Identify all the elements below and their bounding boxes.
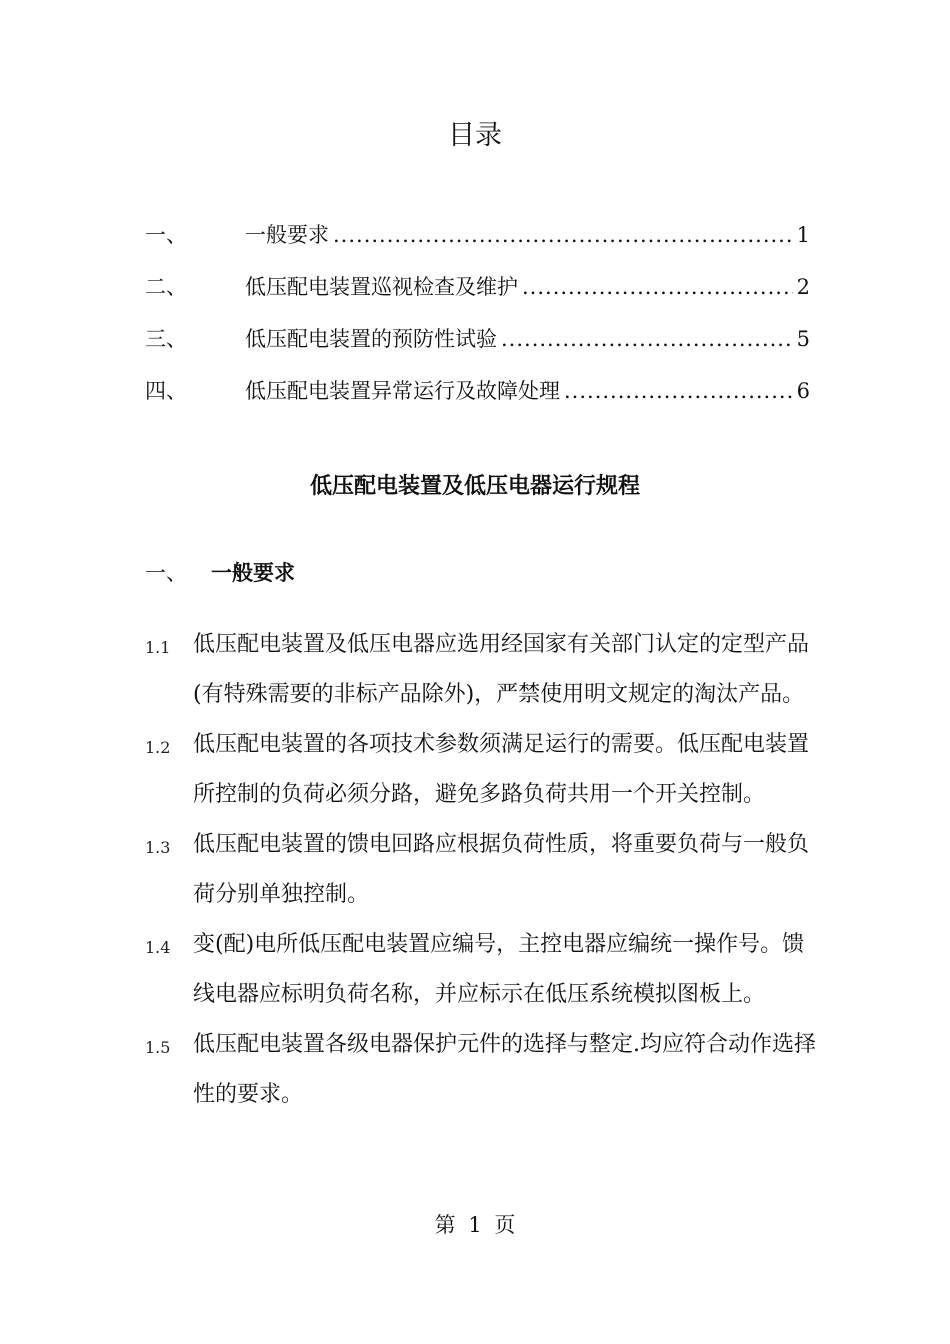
toc-entry-page: 2	[796, 275, 810, 299]
clause-text: 低压配电装置各级电器保护元件的选择与整定.均应符合动作选择性的要求。	[193, 1032, 816, 1107]
toc-title: 目录	[448, 120, 502, 151]
clause-number: 1.5	[145, 1038, 171, 1057]
toc-entry-page: 1	[796, 223, 810, 247]
toc-entry-title: 低压配电装置异常运行及故障处理	[245, 379, 560, 403]
toc-leader-dots	[333, 215, 793, 255]
clause-text: 低压配电装置及低压电器应选用经国家有关部门认定的定型产品(有特殊需要的非标产品除外)，严禁使用明文规定的淘汰产品。	[193, 632, 810, 707]
section-number: 一、	[145, 561, 187, 585]
toc-entry-title: 一般要求	[245, 223, 329, 247]
toc-entry-number: 四、	[145, 379, 187, 403]
toc-entry[interactable]	[145, 215, 810, 267]
toc-entry-number: 三、	[145, 327, 187, 351]
clause-item	[145, 1020, 825, 1120]
section-title: 一般要求	[211, 561, 295, 585]
toc-entry-page: 6	[796, 379, 810, 403]
section-heading	[145, 556, 295, 590]
clause-item	[145, 920, 825, 1020]
page-number-footer: 第 1 页	[434, 1213, 516, 1237]
clause-number: 1.1	[145, 638, 171, 657]
clause-item	[145, 720, 825, 820]
clause-number: 1.4	[145, 938, 171, 957]
table-of-contents	[145, 215, 810, 423]
toc-entry-title: 低压配电装置的预防性试验	[245, 327, 497, 351]
clause-number: 1.2	[145, 738, 171, 757]
toc-entry-number: 一、	[145, 223, 187, 247]
clause-item	[145, 620, 825, 720]
toc-entry-title: 低压配电装置巡视检查及维护	[245, 275, 518, 299]
document-title: 低压配电装置及低压电器运行规程	[309, 474, 640, 499]
toc-entry[interactable]	[145, 319, 810, 371]
clause-list	[145, 620, 825, 1120]
clause-text: 低压配电装置的馈电回路应根据负荷性质，将重要负荷与一般负荷分别单独控制。	[193, 832, 810, 907]
toc-entry-page: 5	[796, 327, 810, 351]
clause-text: 变(配)电所低压配电装置应编号，主控电器应编统一操作号。馈线电器应标明负荷名称，并应标示在低压系统模拟图板上。	[193, 932, 805, 1007]
toc-leader-dots	[564, 371, 793, 411]
toc-entry[interactable]	[145, 371, 810, 423]
clause-number: 1.3	[145, 838, 171, 857]
toc-leader-dots	[501, 319, 793, 359]
toc-entry[interactable]	[145, 267, 810, 319]
toc-entry-number: 二、	[145, 275, 187, 299]
clause-text: 低压配电装置的各项技术参数须满足运行的需要。低压配电装置所控制的负荷必须分路，避免多路负荷共用一个开关控制。	[193, 732, 810, 807]
clause-item	[145, 820, 825, 920]
toc-leader-dots	[522, 267, 793, 307]
